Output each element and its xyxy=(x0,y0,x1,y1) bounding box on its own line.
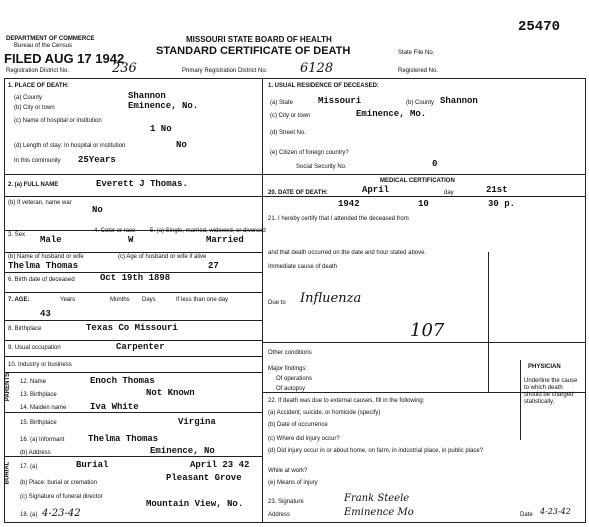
immediate-cause-label: Immediate cause of death xyxy=(268,264,338,270)
industry-label: 10. Industry or business xyxy=(8,362,72,368)
death-occurred-text: and that death occurred on the date and hour stated above. xyxy=(268,250,427,256)
state-label: (a) State xyxy=(270,100,294,106)
color-value: W xyxy=(128,235,134,245)
certify-text: 21. I hereby certify that I attended the deceased from xyxy=(268,216,409,222)
divider xyxy=(4,292,262,293)
accident-a: (a) Accident, suicide, or homicide (specify) xyxy=(268,410,381,416)
sig-date-value: 4-23-42 xyxy=(540,507,571,516)
physician-label: PHYSICIAN xyxy=(528,364,561,370)
code-value: 107 xyxy=(410,320,445,341)
reg-district-label: Registration District No. xyxy=(6,68,70,74)
registered-no-label: Registered No. xyxy=(398,68,439,74)
accident-b: (b) Date of occurrence xyxy=(268,422,328,428)
sig-address-handwriting: Eminence Mo xyxy=(344,507,414,518)
burial-value: Burial xyxy=(76,460,109,470)
certificate-number: 25470 xyxy=(518,19,561,35)
other-conditions-label: Other conditions xyxy=(268,350,312,356)
mother-value: Iva White xyxy=(90,402,139,412)
spouse-value: Thelma Thomas xyxy=(8,261,79,271)
citizen-label: (e) Citizen of foreign country? xyxy=(270,150,349,156)
side-burial-label: BURIAL xyxy=(4,461,11,485)
divider xyxy=(4,372,262,373)
medical-header: MEDICAL CERTIFICATION xyxy=(380,178,455,184)
accident-f: (e) Means of injury xyxy=(268,480,318,486)
divider xyxy=(262,342,586,343)
length-value: No xyxy=(176,140,187,150)
reg-district-value: 236 xyxy=(112,61,137,76)
ssn-value: 0 xyxy=(432,159,438,169)
state-file-label: State File No. xyxy=(398,50,435,56)
street-label: (d) Street No. xyxy=(270,130,307,136)
informant-value: Thelma Thomas xyxy=(88,434,159,444)
occupation-label: 9. Usual occupation xyxy=(8,345,61,351)
burial-label: 17. (a) xyxy=(20,464,38,470)
major-findings-label: Major findings: xyxy=(268,366,308,372)
director-address-value: Mountain View, No. xyxy=(146,499,244,509)
divider xyxy=(4,340,262,341)
divider xyxy=(262,174,586,175)
filed-stamp: FILED AUG 17 1942 xyxy=(4,51,125,66)
divider xyxy=(4,456,262,457)
veteran-value: No xyxy=(92,205,103,215)
res-county-label: (b) County xyxy=(406,100,435,106)
hour-value: 10 xyxy=(418,199,429,209)
hospital-value: 1 No xyxy=(150,124,172,134)
city-value: Eminence, No. xyxy=(128,101,199,111)
accident-e: While at work? xyxy=(268,468,308,474)
cause-handwriting: Influenza xyxy=(300,291,362,306)
board-title: MISSOURI STATE BOARD OF HEALTH xyxy=(186,35,332,44)
divider xyxy=(262,196,586,197)
marital-value: Married xyxy=(206,235,244,245)
dob-value: Oct 19th 1898 xyxy=(100,273,171,283)
sig-date-label: Date xyxy=(520,512,533,518)
marital-label: 5. (a) Single, married, widowed, or divorced xyxy=(150,228,266,234)
frame-right xyxy=(585,78,586,523)
physician-note: Underline the cause to which death should be charged statistically. xyxy=(524,378,578,405)
mother-bp-label: 15. Birthplace xyxy=(20,420,57,426)
accident-c: (c) Where did injury occur? xyxy=(268,436,340,442)
due-to-label: Due to xyxy=(268,300,286,306)
informant-address-label: (b) Address xyxy=(20,450,51,456)
county-value: Shannon xyxy=(128,91,166,101)
father-label: 12. Name xyxy=(20,379,47,385)
sex-label: 3. Sex xyxy=(8,232,26,238)
age-col-days: Days xyxy=(142,297,156,303)
birthplace-label: 8. Birthplace xyxy=(8,326,42,332)
filed-label: 18. (a) xyxy=(20,512,38,518)
dob-label: 6. Birth date of deceased xyxy=(8,277,75,283)
father-bp-value: Not Known xyxy=(146,388,195,398)
date-death-label: 20. DATE OF DEATH: xyxy=(268,190,328,196)
res-city-value: Eminence, Mo. xyxy=(356,109,427,119)
state-value: Missouri xyxy=(318,96,362,106)
city-label: (b) City or town xyxy=(14,105,55,111)
sig-address-label: Address xyxy=(268,512,291,518)
divider xyxy=(488,252,489,392)
divider xyxy=(520,360,521,440)
residence-header: 1. USUAL RESIDENCE OF DECEASED: xyxy=(268,83,379,89)
burial-date-value: April 23 42 xyxy=(190,460,250,470)
spouse-age-value: 27 xyxy=(208,261,219,271)
divider xyxy=(4,356,262,357)
age-label: 7. AGE: xyxy=(8,297,30,303)
age-col-lessday: If less than one day xyxy=(176,297,229,303)
informant-label: 16. (a) Informant xyxy=(20,437,65,443)
place-burial-value: Pleasant Grove xyxy=(166,473,242,483)
minute-value: 30 p. xyxy=(488,199,516,209)
divider xyxy=(4,412,262,413)
filed-date-value: 4-23-42 xyxy=(42,508,81,519)
accident-header: 22. If death was due to external causes, fill in the following: xyxy=(268,398,425,404)
sex-value: Male xyxy=(40,235,62,245)
certificate-title: STANDARD CERTIFICATE OF DEATH xyxy=(156,45,351,57)
color-label: 4. Color or race xyxy=(94,228,136,234)
frame-top xyxy=(4,78,586,79)
res-county-value: Shannon xyxy=(440,96,478,106)
age-years-value: 43 xyxy=(40,309,51,319)
signature-handwriting: Frank Steele xyxy=(344,493,410,504)
frame-bottom xyxy=(4,522,586,523)
community-value: 25Years xyxy=(78,155,116,165)
column-divider xyxy=(262,78,263,523)
place-of-death-header: 1. PLACE OF DEATH: xyxy=(8,83,69,89)
year-value: 1942 xyxy=(338,199,360,209)
father-bp-label: 13. Birthplace xyxy=(20,392,57,398)
dept-label: DEPARTMENT OF COMMERCE xyxy=(6,36,95,42)
length-label: (d) Length of stay: In hospital or institution xyxy=(14,143,126,149)
father-value: Enoch Thomas xyxy=(90,376,155,386)
primary-district-value: 6128 xyxy=(300,61,334,76)
veteran-label: (b) If veteran, name war xyxy=(8,200,72,206)
divider xyxy=(4,196,262,197)
month-value: April xyxy=(362,185,390,195)
divider xyxy=(4,252,262,253)
res-city-label: (c) City or town xyxy=(270,113,311,119)
full-name-label: 2. (a) FULL NAME xyxy=(8,182,59,188)
spouse-age-label: (c) Age of husband or wife if alive xyxy=(118,254,207,260)
age-col-years: Years xyxy=(60,297,76,303)
signature-label: 23. Signature xyxy=(268,499,304,505)
age-col-months: Months xyxy=(110,297,130,303)
spouse-label: (b) Name of husband or wife xyxy=(8,254,84,260)
mother-label: 14. Maiden name xyxy=(20,405,67,411)
divider xyxy=(4,174,262,175)
side-parents-label: PARENTS xyxy=(5,372,12,402)
county-label: (a) County xyxy=(14,95,43,101)
place-burial-label: (b) Place: burial or cremation xyxy=(20,480,98,486)
day-value: 21st xyxy=(486,185,508,195)
bureau-label: Bureau of the Census xyxy=(14,43,73,49)
mother-bp-value: Virgina xyxy=(178,417,216,427)
primary-district-label: Primary Registration District No. xyxy=(182,68,268,74)
ssn-label: Social Security No. xyxy=(296,164,347,170)
operations-label: Of operations xyxy=(276,376,313,382)
informant-address-value: Eminence, No xyxy=(150,446,215,456)
autopsy-label: Of autopsy xyxy=(276,386,306,392)
divider xyxy=(4,320,262,321)
full-name-value: Everett J Thomas. xyxy=(96,179,188,189)
hospital-label: (c) Name of hospital or institution xyxy=(14,118,102,124)
community-label: In this community xyxy=(14,158,61,164)
birthplace-value: Texas Co Missouri xyxy=(86,323,178,333)
accident-d: (d) Did injury occur in or about home, on farm, in industrial place, in public place? xyxy=(268,448,484,454)
occupation-value: Carpenter xyxy=(116,342,165,352)
director-label: (c) Signature of funeral director xyxy=(20,494,103,500)
day-label: day xyxy=(444,190,454,196)
